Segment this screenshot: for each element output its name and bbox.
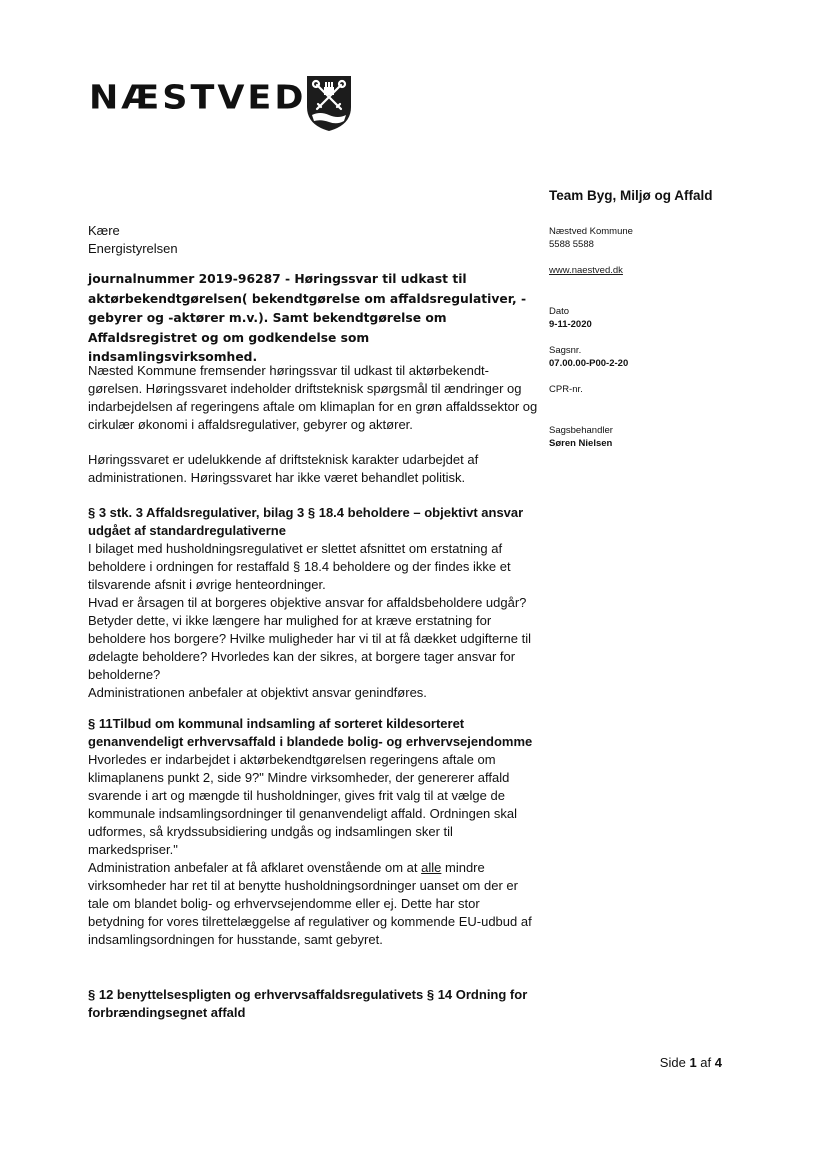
section-paragraph: Administrationen anbefaler at objektivt ansvar genindføres. — [88, 685, 427, 700]
date-label: Dato — [549, 306, 570, 317]
section-paragraph: Hvad er årsagen til at borgeres objektive ansvar for affaldsbeholdere udgår? Betyder dette, vi ikke længere har mulighed for at kræve erstatning for beholdere hos borgere? Hvilke muligheder har vi til at få dækket udgifterne til ødelagte beholdere? Hvorledes kan der sikres, at borgere tager ansvar for beholderne? — [88, 595, 531, 682]
salutation — [88, 222, 178, 258]
intro-paragraph-2 — [88, 451, 538, 487]
salutation-line: Kære — [88, 223, 120, 238]
team-name: Team Byg, Miljø og Affald — [549, 188, 713, 203]
section-paragraph — [88, 859, 538, 949]
intro-text: Høringssvaret er udelukkende af driftsteknisk karakter udarbejdet af administrationen. Høringssvaret har ikke været behandlet politisk. — [88, 452, 479, 485]
text-run: Administration anbefaler at få afklaret ovenstående om at — [88, 860, 422, 875]
page-separator: af — [700, 1055, 712, 1070]
website-link[interactable]: www.naestved.dk — [549, 265, 623, 276]
section-heading: § 11Tilbud om kommunal indsamling af sorteret kildesorteret genanvendeligt erhvervsaffald i blandede bolig- og erhvervsejendomme — [88, 716, 533, 749]
cpr-label: CPR-nr. — [549, 384, 583, 395]
page-word: Side — [659, 1055, 686, 1070]
page-current: 1 — [689, 1055, 697, 1070]
section-heading: § 3 stk. 3 Affaldsregulativer, bilag 3 § 18.4 beholdere – objektivt ansvar udgået af standardregulativerne — [88, 505, 524, 538]
officer-label: Sagsbehandler — [549, 425, 613, 436]
section-2 — [88, 715, 538, 949]
organization-name: Næstved Kommune — [549, 226, 633, 237]
case-number-value: 07.00.00-P00-2-20 — [549, 358, 629, 369]
intro-text: Næsted Kommune fremsender høringssvar til udkast til aktørbekendt-gørelsen. Høringssvaret indeholder driftsteknisk spørgsmål til ændringer og indarbejdelsen af regeringens aftale om klimaplan for en grøn affaldssektor og cirkulær økonomi i affaldsregulativer, gebyrer og aktører. — [88, 363, 538, 432]
section-paragraph: Hvorledes er indarbejdet i aktørbekendtgørelsen regeringens aftale om klimaplanens punkt 2, side 9?" Mindre virksomheder, der genererer affald svarende i art og mængde til husholdninger, gives frit valg til at vælge de kommunale indsamlingsordninger til genanvendeligt affald. Ordningen skal udformes, så krydssubsidiering undgås og indsamlingen sker til markedspriser." — [88, 752, 518, 857]
section-3 — [88, 986, 538, 1022]
intro-paragraph-1 — [88, 362, 538, 434]
section-heading: § 12 benyttelsespligten og erhvervsaffaldsregulativets § 14 Ordning for forbrændingsegnet affald — [88, 987, 528, 1020]
date-value: 9-11-2020 — [549, 319, 592, 330]
section-1 — [88, 504, 538, 702]
page-number — [660, 1055, 722, 1070]
case-number-label: Sagsnr. — [549, 345, 582, 356]
section-paragraph: I bilaget med husholdningsregulativet er slettet afsnittet om erstatning af beholdere i ordningen for restaffald § 18.4 beholdere og der findes ikke et tilsvarende afsnit i øvrige henteordninger. — [88, 541, 511, 592]
coat-of-arms-icon — [304, 73, 354, 133]
text-run: mindre virksomheder har ret til at benytte husholdningsordninger uanset om der er tale om blandet bolig- og erhvervsejendomme eller ej. Dette har stor betydning for vores tilrettelæggelse af regulativer og kommende EU-udbud af indsamlingsordningen for husstande, samt gebyret. — [88, 860, 532, 947]
phone-number: 5588 5588 — [549, 239, 594, 250]
emphasis-underlined: alle — [421, 860, 442, 875]
officer-value: Søren Nielsen — [549, 438, 613, 449]
page-total: 4 — [714, 1055, 722, 1070]
subject-heading: journalnummer 2019-96287 - Høringssvar til udkast til aktørbekendtgørelsen( bekendtgørelse om affaldsregulativer, - gebyrer og -aktører m.v.). Samt bekendtgørelse om Affaldsregistret og om godkendelse som indsamlingsvirksomhed. — [88, 272, 527, 364]
logo-wordmark: NÆSTVED — [89, 79, 307, 117]
recipient-name: Energistyrelsen — [88, 241, 178, 256]
